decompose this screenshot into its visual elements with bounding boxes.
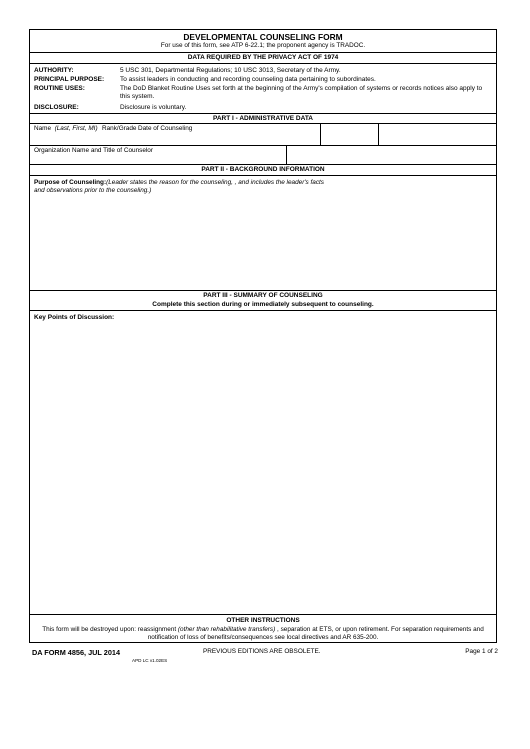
name-hint: (Last, First, MI) — [54, 125, 98, 132]
counselor-name-title-label: Name and Title of Counselor — [72, 147, 153, 154]
date-of-counseling-label: Date of Counseling — [138, 125, 193, 132]
name-label: Name — [34, 125, 52, 132]
rank-grade-label: Rank/Grade — [102, 125, 137, 132]
routine-uses-label: ROUTINE USES: — [34, 85, 85, 92]
divider — [30, 175, 496, 176]
counselor-name-title-field[interactable] — [287, 146, 496, 163]
other-instructions-heading: OTHER INSTRUCTIONS — [226, 617, 300, 624]
date-of-counseling-field[interactable] — [379, 124, 496, 145]
part-3-heading: PART III - SUMMARY OF COUNSELING — [203, 292, 323, 299]
page-number: Page 1 of 2 — [465, 648, 498, 655]
authority-text: 5 USC 301, Departmental Regulations; 10 USC 3013, Secretary of the Army. — [120, 67, 341, 74]
form-subtitle: For use of this form, see ATP 6-22.1; the proponent agency is TRADOC. — [160, 42, 366, 49]
divider — [30, 310, 496, 311]
key-points-label: Key Points of Discussion: — [34, 314, 115, 321]
purpose-of-counseling-label: Purpose of Counseling: — [34, 179, 107, 186]
routine-uses-text: The DoD Blanket Routine Uses set forth at the beginning of the Army's compilation of systems or records notices also apply to this system. — [120, 85, 483, 100]
divider — [30, 614, 496, 615]
authority-label: AUTHORITY: — [34, 67, 74, 74]
obsolete-notice: PREVIOUS EDITIONS ARE OBSOLETE. — [203, 648, 321, 655]
rank-grade-field[interactable] — [321, 124, 378, 145]
divider — [30, 113, 496, 114]
divider — [30, 52, 496, 53]
divider — [30, 164, 496, 165]
divider — [30, 63, 496, 64]
principal-purpose-text: To assist leaders in conducting and recording counseling data pertaining to subordinates. — [120, 76, 376, 83]
form-version: APD LC v1.02ES — [132, 658, 168, 663]
purpose-of-counseling-hint: (Leader states the reason for the counseling, , and includes the leader's facts and observations prior to the counseling.) — [34, 179, 325, 194]
privacy-act-heading: DATA REQUIRED BY THE PRIVACY ACT OF 1974 — [187, 54, 339, 61]
form-title: DEVELOPMENTAL COUNSELING FORM — [183, 32, 343, 42]
purpose-of-counseling-caption — [34, 179, 334, 195]
divider — [30, 290, 496, 291]
principal-purpose-label: PRINCIPAL PURPOSE: — [34, 76, 105, 83]
part-1-heading: PART I - ADMINISTRATIVE DATA — [212, 115, 314, 122]
disclosure-text: Disclosure is voluntary. — [120, 104, 187, 111]
part-3-subheading: Complete this section during or immediately subsequent to counseling. — [152, 301, 374, 308]
form-number: DA FORM 4856, JUL 2014 — [32, 648, 121, 657]
purpose-of-counseling-field[interactable] — [30, 196, 496, 290]
counseling-form — [29, 29, 497, 643]
organization-label: Organization — [34, 147, 71, 154]
disclosure-label: DISCLOSURE: — [34, 104, 79, 111]
key-points-field[interactable] — [30, 323, 496, 614]
part-2-heading: PART II - BACKGROUND INFORMATION — [201, 166, 325, 173]
other-instructions-text: This form will be destroyed upon: reassignment (other than rehabilitative transfers) , separation at ETS, or upon retirement. For separation requirements and notification of loss of benefits/consequences see local directives and AR 635-200. — [42, 626, 484, 641]
